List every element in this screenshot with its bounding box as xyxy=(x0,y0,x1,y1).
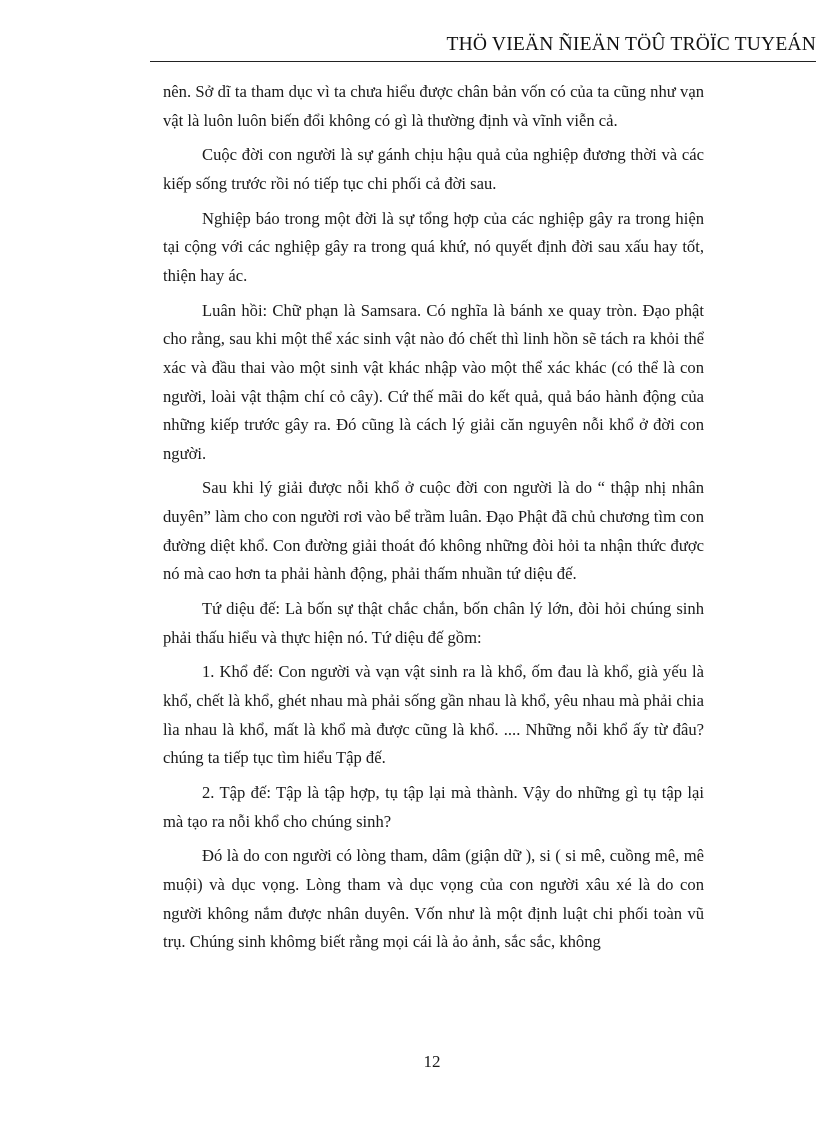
body-text xyxy=(163,78,704,963)
running-header: THÖ VIEÄN ÑIEÄN TÖÛ TRÖÏC TUYEÁN xyxy=(446,34,816,55)
paragraph: Cuộc đời con người là sự gánh chịu hậu quả của nghiệp đương thời và các kiếp sống trước rồi nó tiếp tục chi phối cả đời sau. xyxy=(163,145,704,193)
paragraph: Sau khi lý giải được nỗi khổ ở cuộc đời con người là do “ thập nhị nhân duyên” làm cho con người rơi vào bể trầm luân. Đạo Phật đã chủ chương tìm con đường diệt khổ. Con đường giải thoát đó không những đòi hỏi ta nhận thức được nó mà cao hơn ta phải hành động, phải thấm nhuần tứ diệu đế. xyxy=(163,478,704,584)
paragraph: Luân hồi: Chữ phạn là Samsara. Có nghĩa là bánh xe quay tròn. Đạo phật cho rằng, sau khi một thể xác sinh vật nào đó chết thì linh hồn sẽ tách ra khỏi thể xác và đầu thai vào một sinh vật khác nhập vào một thể xác khác (có thể là con người, loài vật thậm chí cỏ cây). Cứ thế mãi do kết quả, quả báo hành động của những kiếp trước gây ra. Đó cũng là cách lý giải căn nguyên nỗi khổ ở đời con người. xyxy=(163,300,704,463)
header-rule xyxy=(150,61,816,62)
paragraph: 2. Tập đế: Tập là tập hợp, tụ tập lại mà thành. Vậy do những gì tụ tập lại mà tạo ra nỗi khổ cho chúng sinh? xyxy=(163,782,704,831)
paragraph: 1. Khổ đế: Con người và vạn vật sinh ra là khổ, ốm đau là khổ, già yếu là khổ, chết là khổ, ghét nhau mà phải sống gần nhau là khổ, yêu nhau mà phải chia lìa nhau là khổ, mất là khổ mà được cũng là khổ. .... Những nỗi khổ ấy từ đâu? chúng ta tiếp tục tìm hiểu Tập đế. xyxy=(163,662,704,768)
paragraph: Tứ diệu đế: Là bốn sự thật chắc chắn, bốn chân lý lớn, đòi hỏi chúng sinh phải thấu hiểu và thực hiện nó. Tứ diệu đế gồm: xyxy=(163,599,704,647)
page-number: 12 xyxy=(423,1052,441,1071)
paragraph: Nghiệp báo trong một đời là sự tổng hợp của các nghiệp gây ra trong hiện tại cộng với các nghiệp gây ra trong quá khứ, nó quyết định đời sau xấu hay tốt, thiện hay ác. xyxy=(163,208,704,285)
paragraph: nên. Sở dĩ ta tham dục vì ta chưa hiểu được chân bản vốn có của ta cũng như vạn vật là luôn luôn biến đổi không có gì là thường định và vĩnh viễn cả. xyxy=(163,82,704,130)
paragraph: Đó là do con người có lòng tham, dâm (giận dữ ), si ( si mê, cuồng mê, mê muội) và dục vọng. Lòng tham và dục vọng của con người xâu xé là do con người không nắm được nhân duyên. Vốn như là một định luật chi phối toàn vũ trụ. Chúng sinh khômg biết rằng mọi cái là ảo ảnh, sắc sắc, không xyxy=(163,846,704,952)
